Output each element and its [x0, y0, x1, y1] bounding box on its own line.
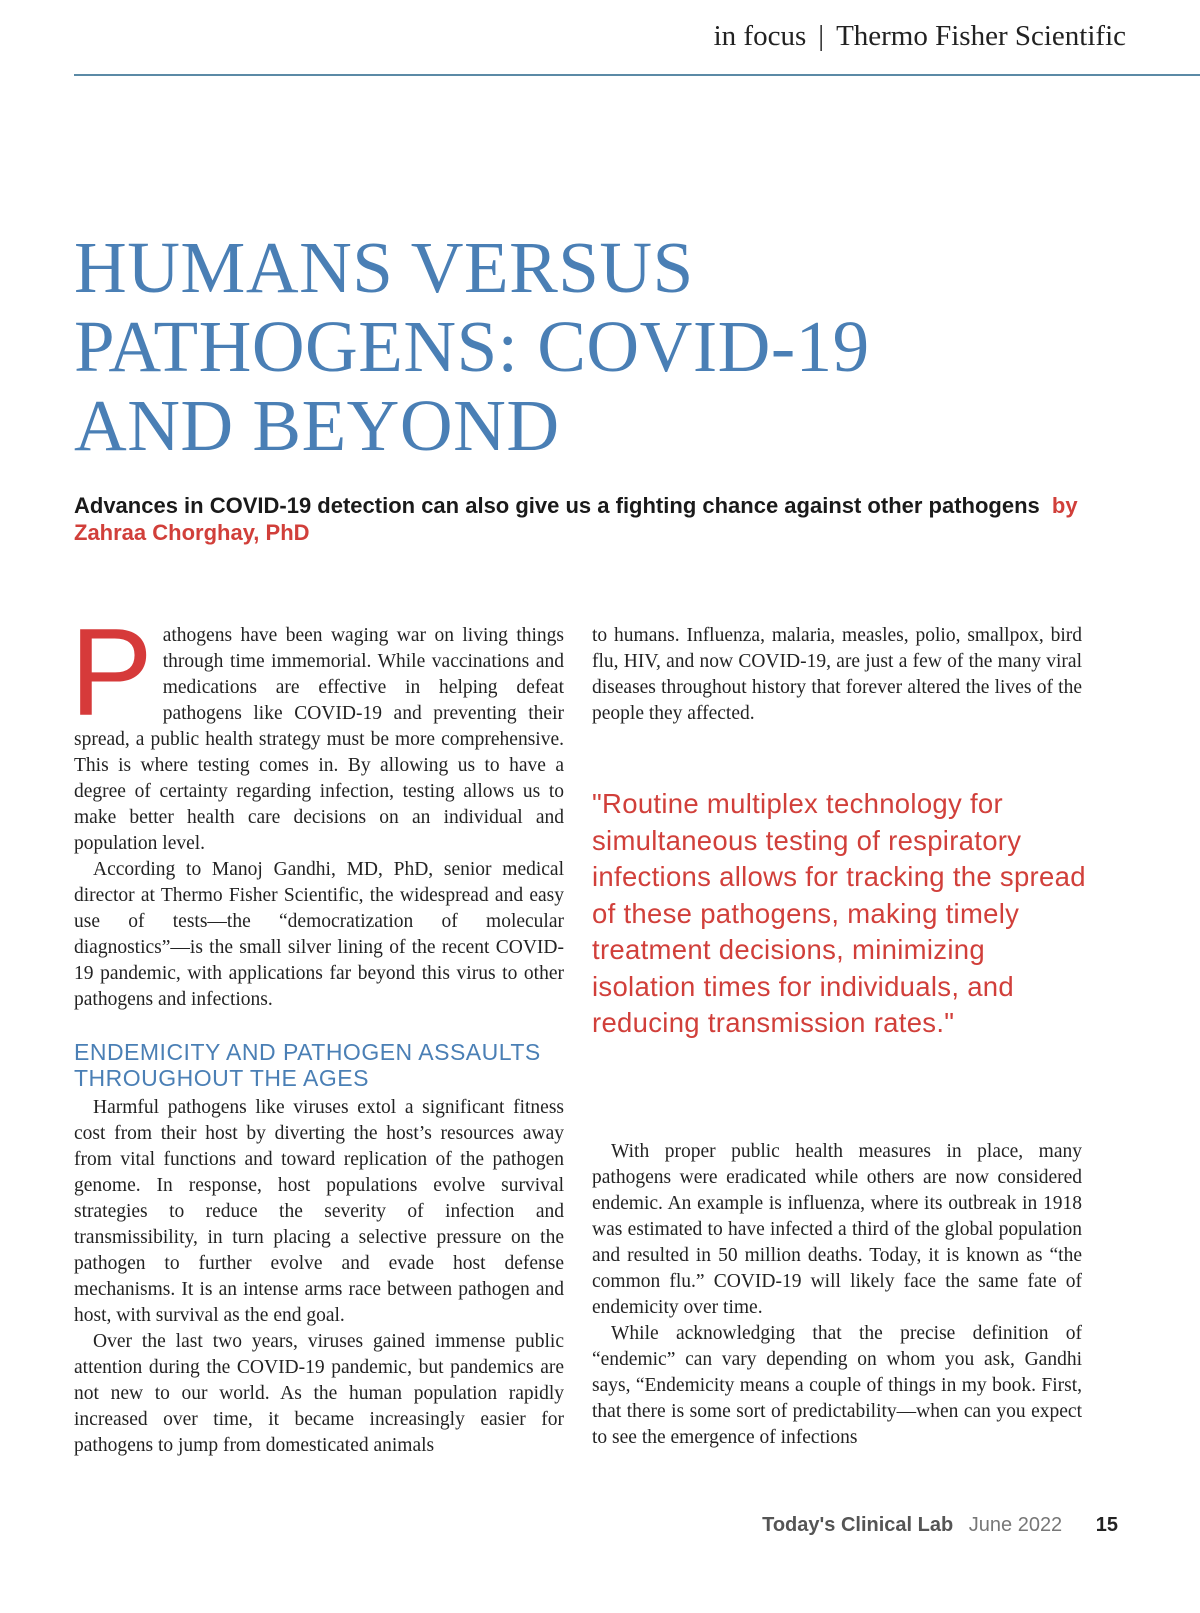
- intro-paragraph: [70, 604, 564, 857]
- body-paragraph-3: Harmful pathogens like viruses extol a significant fitness cost from their host by diverting the host’s resources away from vital functions and toward replication of the pathogen genome. In response, host populations evolve survival strategies to reduce the severity of infection and transmissibility, in turn placing a selective pressure on the pathogen to further evolve and evade host defense mechanisms. It is an intense arms race between pathogen and host, with survival as the end goal.: [74, 1097, 564, 1326]
- pull-quote: "Routine multiplex technology for simultaneous testing of respiratory infections allows for tracking the spread of these pathogens, making timely treatment decisions, minimizing isolation times for individuals, and reducing transmission rates.": [592, 788, 1086, 1038]
- magazine-name: Today's Clinical Lab: [762, 1514, 954, 1536]
- page-header: [74, 18, 1200, 76]
- title-line-3: AND BEYOND: [74, 385, 560, 466]
- page-footer: [762, 1514, 1118, 1537]
- body-paragraph-4: Over the last two years, viruses gained immense public attention during the COVID-19 pandemic, but pandemics are not new to our world. As the human population rapidly increased over time, it became increasingly easier for pathogens to jump from domesticated animals: [74, 1331, 564, 1456]
- body-paragraph-6: With proper public health measures in place, many pathogens were eradicated while others are now considered endemic. An example is influenza, where its outbreak in 1918 was estimated to have infected a third of the global population and resulted in 50 million deaths. Today, it is known as “the common flu.” COVID-19 will likely face the same fate of endemicity over time.: [592, 1141, 1082, 1318]
- body-paragraph-5: to humans. Influenza, malaria, measles, polio, smallpox, bird flu, HIV, and now COVID-19, are just a few of the many viral diseases throughout history that forever altered the lives of the people they affected.: [592, 625, 1082, 724]
- subtitle-text: Advances in COVID-19 detection can also give us a fighting chance against other pathogens: [74, 493, 1040, 518]
- title-line-1: HUMANS VERSUS: [74, 227, 694, 308]
- header-separator: |: [818, 20, 825, 52]
- left-column: [70, 604, 564, 1459]
- body-paragraph-2: According to Manoj Gandhi, MD, PhD, senior medical director at Thermo Fisher Scientific, the widespread and easy use of tests—the “democratization of molecular diagnostics”—is the small silver lining of the recent COVID-19 pandemic, with applications far beyond this virus to other pathogens and infections.: [74, 859, 564, 1010]
- article-title: [74, 228, 1094, 465]
- article-subtitle: [74, 492, 1084, 546]
- drop-cap: P: [70, 604, 153, 742]
- right-column-bottom: [592, 1139, 1082, 1451]
- right-column-top: [592, 623, 1082, 727]
- issue-date: June 2022: [968, 1514, 1063, 1536]
- header-section-label: [714, 20, 1126, 53]
- byline: by Zahraa Chorghay, PhD: [74, 493, 1078, 545]
- page-number: 15: [1095, 1514, 1118, 1536]
- title-line-2: PATHOGENS: COVID-19: [74, 306, 870, 387]
- intro-text: athogens have been waging war on living things through time immemorial. While vaccinations and medications are effective in helping defeat pathogens like COVID-19 and preventing their spread, a public health strategy must be more comprehensive. This is where testing comes in. By allowing us to have a degree of certainty regarding infection, testing allows us to make better health care decisions on an individual and population level.: [74, 625, 564, 854]
- header-sponsor: Thermo Fisher Scientific: [836, 20, 1126, 52]
- header-section: in focus: [713, 20, 807, 52]
- body-paragraph-7: While acknowledging that the precise definition of “endemic” can vary depending on whom you ask, Gandhi says, “Endemicity means a couple of things in my book. First, that there is some sort of predictability—when can you expect to see the emergence of infections: [592, 1323, 1082, 1448]
- section-heading: ENDEMICITY AND PATHOGEN ASSAULTS THROUGHOUT THE AGES: [74, 1039, 541, 1091]
